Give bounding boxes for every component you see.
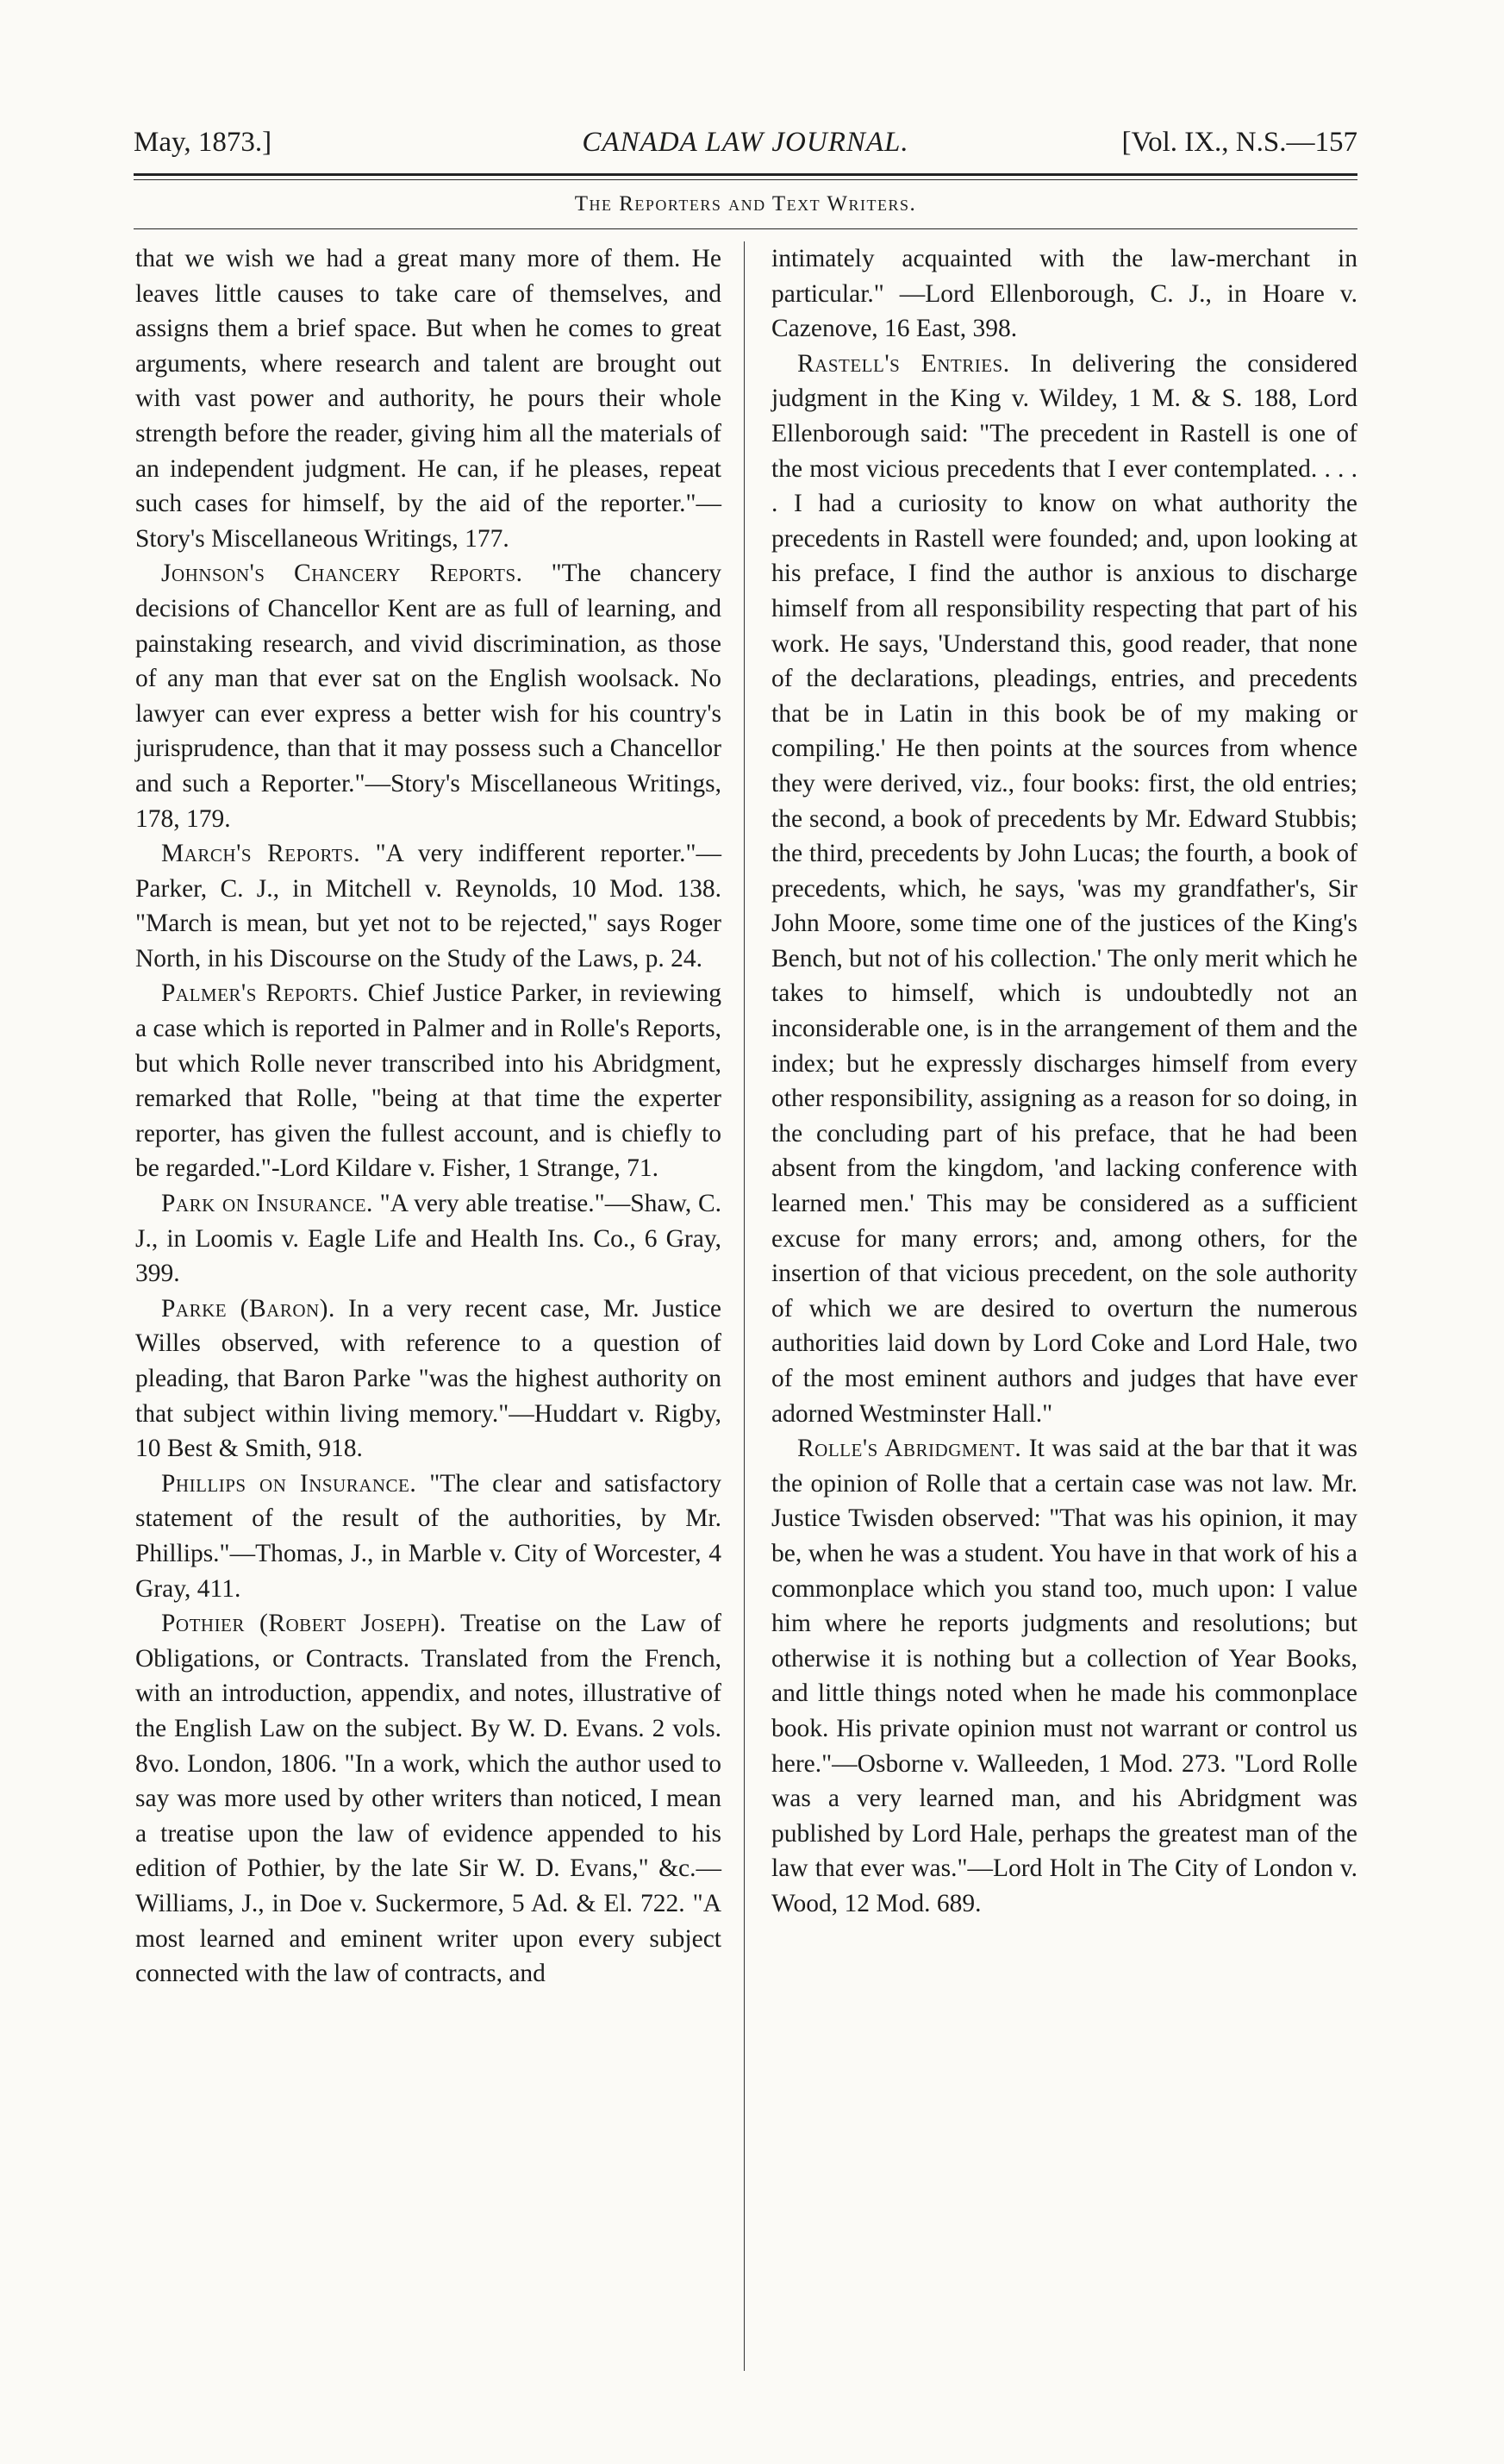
entry-text: In a very recent case, Mr. Justice Willes observed, with reference to a question of pleading, that Baron Parke "was the highest authority on that subject within living memory."—Huddart v. Rigby, 10 Best & Smith, 918. bbox=[135, 1294, 721, 1463]
entry-text: Treatise on the Law of Obligations, or Contracts. Translated from the French, with an introduction, appendix, and notes, illustrative of the English Law on the subject. By W. D. Evans. 2 vols. 8vo. London, 1806. "In a work, which the author used to say was more used by other writers than noticed, I mean a treatise upon the law of evidence appended to his edition of Pothier, by the late Sir W. D. Evans," &c.—Williams, J., in Doe v. Suckermore, 5 Ad. & El. 722. "A most learned and eminent writer upon every subject connected with the law of contracts, and bbox=[135, 1610, 721, 1988]
entry-paragraph bbox=[135, 976, 721, 1186]
page-header bbox=[134, 116, 1357, 168]
entry-heading: Palmer's Reports. bbox=[161, 979, 359, 1008]
entry-paragraph bbox=[135, 1606, 721, 1992]
entry-heading: Park on Insurance. bbox=[161, 1190, 373, 1218]
entry-heading: Phillips on Insurance. bbox=[161, 1469, 417, 1498]
entry-paragraph bbox=[771, 1431, 1357, 1921]
journal-page bbox=[134, 116, 1357, 2410]
entry-heading: Johnson's Chancery Reports. bbox=[161, 560, 523, 588]
journal-title: CANADA LAW JOURNAL. bbox=[582, 127, 909, 158]
entry-paragraph bbox=[771, 347, 1357, 1431]
issue-date: May, 1873.] bbox=[134, 127, 272, 158]
entry-heading: Parke (Baron). bbox=[161, 1294, 335, 1323]
entry-text: "A very indifferent reporter."—Parker, C. J., in Mitchell v. Reynolds, 10 Mod. 138. "March is mean, but yet not to be rejected," says Roger North, in his Discourse on the Study of the Laws, p. 24. bbox=[135, 840, 722, 972]
entry-heading: Rastell's Entries. bbox=[797, 349, 1010, 378]
entry-text: intimately acquainted with the law-merchant in particular." —Lord Ellenborough, C. J., in Hoare v. Cazenove, 16 East, 398. bbox=[771, 245, 1357, 343]
title-rule bbox=[134, 228, 1357, 229]
entry-paragraph bbox=[135, 1291, 721, 1467]
running-title: The Reporters and Text Writers. bbox=[574, 192, 917, 216]
entry-text: "The clear and satisfactory statement of the result of the authorities, by Mr. Phillips."—Thomas, J., in Marble v. City of Worcester, 4 Gray, 411. bbox=[135, 1469, 722, 1603]
entry-paragraph bbox=[135, 1467, 721, 1606]
text-columns bbox=[134, 241, 1357, 2380]
entry-paragraph bbox=[135, 1186, 721, 1291]
entry-paragraph bbox=[135, 836, 721, 976]
entry-text: "A very able treatise."—Shaw, C. J., in Loomis v. Eagle Life and Health Ins. Co., 6 Gray, 399. bbox=[135, 1190, 721, 1288]
entry-text: It was said at the bar that it was the opinion of Rolle that a certain case was not law. Mr. Justice Twisden observed: "That was his opinion, it may be, when he was a student. You have in that work of his a commonplace which you stand too, much upon: I value him where he reports judgments and resolutions; but otherwise it is nothing but a collection of Year Books, and little things noted when he made his commonplace book. His private opinion must not warrant or control us here."—Osborne v. Walleeden, 1 Mod. 273. "Lord Rolle was a very learned man, and his Abridgment was published by Lord Hale, perhaps the greatest man of the law that ever was."—Lord Holt in The City of London v. Wood, 12 Mod. 689. bbox=[771, 1435, 1358, 1917]
entry-text: Chief Justice Parker, in reviewing a case which is reported in Palmer and in Rolle's Reports, but which Rolle never transcribed into his Abridgment, remarked that Rolle, "being at that time the experter reporter, has given the fullest account, and is chiefly to be regarded."-Lord Kildare v. Fisher, 1 Strange, 71. bbox=[135, 979, 722, 1183]
volume-page: [Vol. IX., N.S.—157 bbox=[1121, 127, 1357, 158]
entry-heading: Pothier (Robert Joseph). bbox=[161, 1610, 446, 1638]
continuation-paragraph bbox=[771, 241, 1357, 347]
right-column bbox=[771, 241, 1357, 1922]
entry-heading: Rolle's Abridgment. bbox=[797, 1435, 1022, 1463]
entry-text: "The chancery decisions of Chancellor Kent are as full of learning, and painstaking research, and vivid discrimination, as those of any man that ever sat on the English woolsack. No lawyer can ever express a better wish for his country's jurisprudence, than that it may possess such a Chancellor and such a Reporter."—Story's Miscellaneous Writings, 178, 179. bbox=[135, 560, 722, 833]
continuation-paragraph bbox=[135, 241, 721, 556]
entry-heading: March's Reports. bbox=[161, 840, 361, 868]
entry-text: that we wish we had a great many more of them. He leaves little causes to take care of themselves, and assigns them a brief space. But when he comes to great arguments, where research and talent are brought out with vast power and authority, he pours their whole strength before the reader, giving him all the materials of an independent judgment. He can, if he pleases, repeat such cases for himself, by the aid of the reporter."—Story's Miscellaneous Writings, 177. bbox=[135, 245, 721, 553]
entry-paragraph bbox=[135, 556, 721, 836]
left-column bbox=[135, 241, 721, 1992]
column-divider bbox=[744, 241, 745, 2371]
header-rule bbox=[134, 173, 1357, 180]
entry-text: In delivering the considered judgment in the King v. Wildey, 1 M. & S. 188, Lord Ellenborough said: "The precedent in Rastell is one of the most vicious precedents that I ever contemplated. . . . . I had a curiosity to know on what authority the precedents in Rastell were founded; and, upon looking at his preface, I find the author is anxious to discharge himself from all responsibility respecting that part of his work. He says, 'Understand this, good reader, that none of the declarations, pleadings, entries, and precedents that be in Latin in this book be of my making or compiling.' He then points at the sources from whence they were derived, viz., four books: first, the old entries; the second, a book of precedents by Mr. Edward Stubbis; the third, precedents by John Lucas; the fourth, a book of precedents, which, he says, 'was my grandfather's, Sir John Moore, some time one of the justices of the King's Bench, but not of his collection.' The only merit which he takes to himself, which is undoubtedly not an inconsiderable one, is in the arrangement of them and the index; but he expressly discharges himself from every other responsibility, assigning as a reason for so doing, in the concluding part of his preface, that he had been absent from the kingdom, 'and lacking conference with learned men.' This may be considered as a sufficient excuse for many errors; and, among others, for the insertion of that vicious precedent, on the sole authority of which we are desired to overturn the numerous authorities laid down by Lord Coke and Lord Hale, two of the most eminent authors and judges that have ever adorned Westminster Hall." bbox=[771, 349, 1357, 1428]
